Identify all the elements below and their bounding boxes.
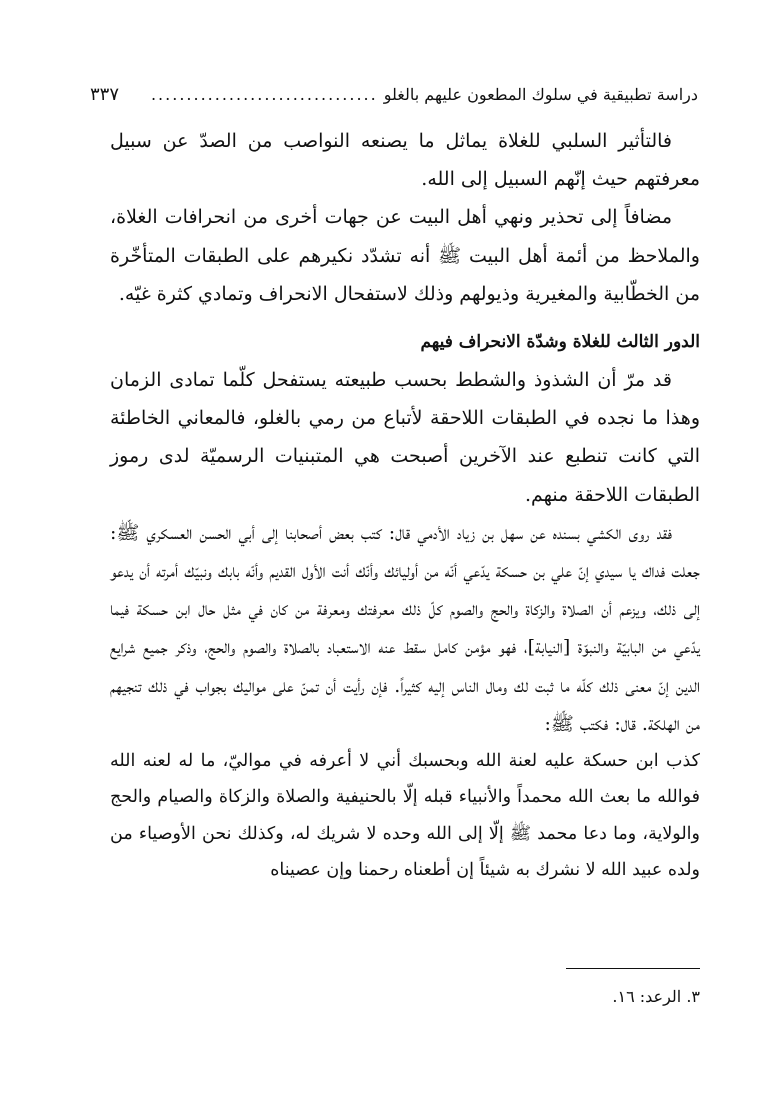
footnote-separator [566,968,700,969]
paragraph-4: فقد روى الكشي بسنده عن سهل بن زياد الأدمي قال: كتب بعض أصحابنا إلى أبي الحسن العسكري ﷺ: جعلت فداك يا سيدي إنّ علي بن حسكة يدّعي أنّه من أوليائك وأنّك أنت الأول القديم وأنّه بابك ونبيّك أمرته أن يدعو إلى ذلك، ويزعم أن الصلاة والزكاة والحج والصوم كلّ ذلك معرفتك ومعرفة من كان في مثل حال ابن حسكة فيما يدّعي من البابيّة والنبوّة [النيابة]، فهو مؤمن كامل سقط عنه الاستعباد بالصلاة والصوم والحج، وذكر جميع شرايع الدين إنّ معنى ذلك كلّه ما ثبت لك ومال الناس إليه كثيراً. فإن رأيت أن تمنّ على مواليك بجواب في ذلك تنجيهم من الهلكة. قال: فكتب ﷺ: [110,521,701,735]
paragraph-3: قد مرّ أن الشذوذ والشطط بحسب طبيعته يستفحل كلّما تمادى الزمان وهذا ما نجده في الطبقات اللاحقة لأتباع من رمي بالغلو، فالمعاني الخاطئة التي كانت تنطبع عند الآخرين أصبحت هي المتبنيات الرسميّة لدى رموز الطبقات اللاحقة منهم. [110,369,700,506]
page-number: ٣٣٧ [90,84,120,105]
header-leader-dots: ................................ [150,85,378,104]
footnote: ٣. الرعد: ١٦. [612,987,700,1006]
header-title: دراسة تطبيقية في سلوك المطعون عليهم بالغلو [383,85,698,104]
paragraph-1: فالتأثير السلبي للغلاة يماثل ما يصنعه النواصب من الصدّ عن سبيل معرفتهم حيث إنّهم السبيل إلى الله. [110,130,700,191]
main-text [110,122,700,888]
running-header [90,84,698,105]
paragraph-2: مضافاً إلى تحذير ونهي أهل البيت عن جهات أخرى من انحرافات الغلاة، والملاحظ من أئمة أهل البيت ﷺ أنه تشدّد نكيرهم على الطبقات المتأخّرة من الخطّابية والمغيرية وذيولهم وذلك لاستفحال الانحراف وتمادي كثرة غيّه. [110,206,700,305]
section-heading: الدور الثالث للغلاة وشدّة الانحراف فيهم [420,332,700,353]
paragraph-5-quote: كذب ابن حسكة عليه لعنة الله وبحسبك أني لا أعرفه في مواليّ، ما له لعنه الله فوالله ما بعث الله محمداً والأنبياء قبله إلّا بالحنيفية والصلاة والزكاة والصيام والحج والولاية، وما دعا محمد ﷺ إلّا إلى الله وحده لا شريك له، وكذلك نحن الأوصياء من ولده عبيد الله لا نشرك به شيئاً إن أطعناه رحمنا وإن عصيناه [110,751,700,880]
